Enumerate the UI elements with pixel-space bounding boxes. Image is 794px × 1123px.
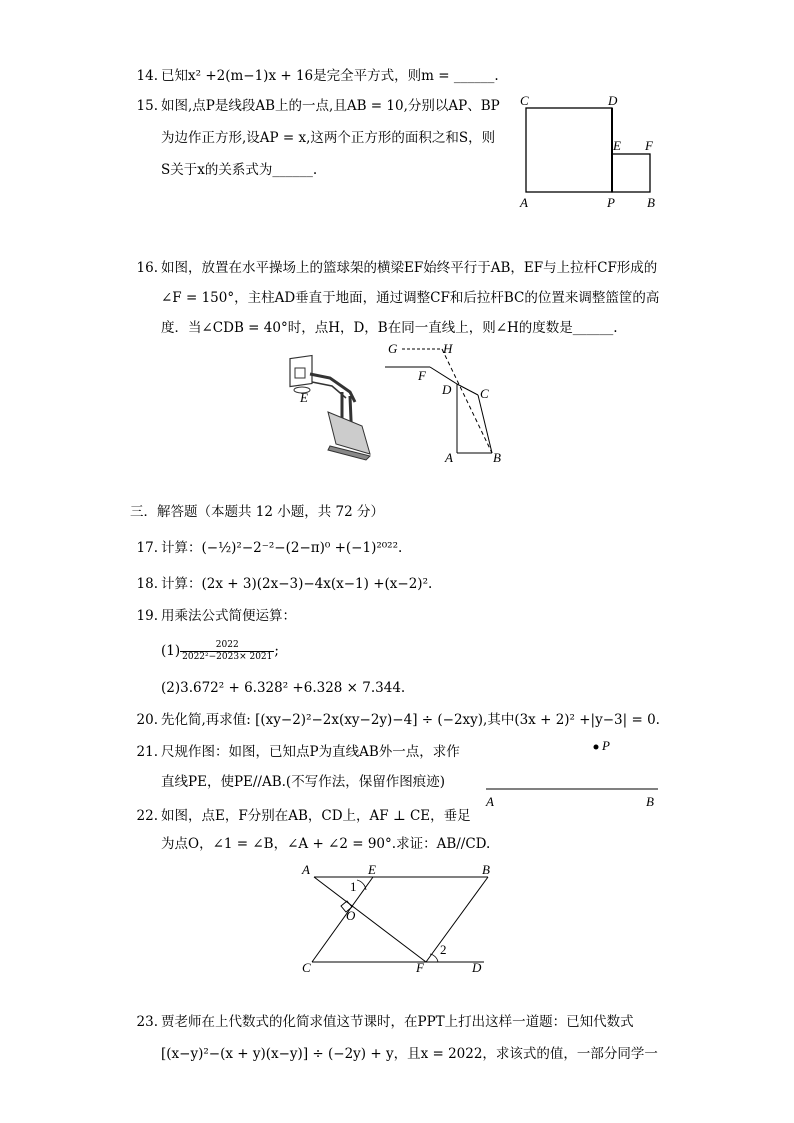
figure-16-geometry xyxy=(380,338,520,468)
figure-22 xyxy=(300,860,500,978)
problem-number: 17. xyxy=(136,540,158,556)
problem-text-line1: 如图，点E，F分别在AB，CD上，AF ⊥ CE，垂足 xyxy=(161,808,471,824)
problem-19-part2: (2)3.672² + 6.328² +6.328 × 7.344. xyxy=(161,680,406,696)
problem-text-line3: 度．当∠CDB = 40°时，点H，D，B在同一直线上，则∠H的度数是______. xyxy=(161,320,618,336)
problem-text: 已知x² +2(m−1)x + 16是完全平方式，则m = ______. xyxy=(161,68,499,84)
label-F: F xyxy=(645,138,653,153)
label-E: E xyxy=(613,138,621,153)
label-D: D xyxy=(472,960,482,975)
problem-number: 16. xyxy=(136,260,158,276)
problem-text-line1: 贾老师在上代数式的化简求值这节课时，在PPT上打出这样一道题：已知代数式 xyxy=(161,1014,634,1030)
problem-text-line1: 如图，放置在水平操场上的篮球架的横梁EF始终平行于AB，EF与上拉杆CF形成的 xyxy=(161,260,658,276)
label-F: F xyxy=(418,368,426,383)
label-A: A xyxy=(520,195,528,210)
problem-text-line2: 直线PE，使PE//AB.(不写作法，保留作图痕迹) xyxy=(161,774,445,790)
problem-number: 18. xyxy=(136,576,158,592)
label-C: C xyxy=(302,960,311,975)
label-angle-2: 2 xyxy=(440,942,447,957)
label-P: P xyxy=(602,738,610,753)
problem-text-line2: ∠F = 150°，主柱AD垂直于地面，通过调整CF和后拉杆BC的位置来调整篮筐的高 xyxy=(161,290,660,306)
problem-number: 22. xyxy=(136,808,158,824)
label-B: B xyxy=(647,195,655,210)
figure-21 xyxy=(480,734,670,810)
label-O: O xyxy=(346,908,356,923)
problem-text: 用乘法公式简便运算： xyxy=(161,608,296,624)
problem-number: 20. xyxy=(136,712,158,728)
figure-15-squares xyxy=(510,90,670,215)
label-A: A xyxy=(302,862,310,877)
problem-text: 计算：(2x + 3)(2x−3)−4x(x−1) +(x−2)². xyxy=(161,576,433,592)
label-B: B xyxy=(493,450,501,465)
label-H: H xyxy=(443,341,453,356)
label-A: A xyxy=(445,450,453,465)
problem-number: 15. xyxy=(136,98,158,114)
basketball-stand-illustration xyxy=(280,352,380,464)
label-C: C xyxy=(520,93,529,108)
label-E: E xyxy=(368,862,376,877)
problem-number: 14. xyxy=(136,68,158,84)
problem-text: 计算：(−½)²−2⁻²−(2−π)⁰ +(−1)²⁰²². xyxy=(161,540,403,556)
problem-19-part1: (1) $\frac{2022}{\text{2022²−2023× 2021}}$ ; xyxy=(161,640,279,662)
label-D: D xyxy=(608,93,618,108)
problem-text-line2: [(x−y)²−(x + y)(x−y)] ÷ (−2y) + y，且x = 2022，求该式的值，一部分同学一 xyxy=(161,1046,658,1062)
label-B: B xyxy=(646,794,654,809)
label-E: E xyxy=(300,390,308,405)
problem-number: 19. xyxy=(136,608,158,624)
problem-text-line3: S关于x的关系式为______. xyxy=(161,162,318,178)
label-P: P xyxy=(607,195,615,210)
problem-number: 21. xyxy=(136,744,158,760)
label-angle-1: 1 xyxy=(350,879,357,894)
label-D: D xyxy=(442,382,452,397)
label-B: B xyxy=(482,862,490,877)
problem-text-line1: 尺规作图：如图，已知点P为直线AB外一点，求作 xyxy=(161,744,460,760)
label-A: A xyxy=(486,794,494,809)
label-G: G xyxy=(388,341,398,356)
problem-number: 23. xyxy=(136,1014,158,1030)
problem-text: 先化简,再求值: [(xy−2)²−2x(xy−2y)−4] ÷ (−2xy),其中(3x + 2)² +|y−3| = 0. xyxy=(161,712,660,728)
label-C: C xyxy=(480,386,489,401)
problem-text-line2: 为边作正方形,设AP = x,这两个正方形的面积之和S，则 xyxy=(161,130,496,146)
problem-text-line2: 为点O，∠1 = ∠B，∠A + ∠2 = 90°.求证：AB//CD. xyxy=(161,836,491,852)
section-header: 三．解答题（本题共 12 小题，共 72 分） xyxy=(130,504,385,520)
problem-text-line1: 如图,点P是线段AB上的一点,且AB = 10,分别以AP、BP xyxy=(161,98,500,114)
label-F: F xyxy=(416,960,424,975)
